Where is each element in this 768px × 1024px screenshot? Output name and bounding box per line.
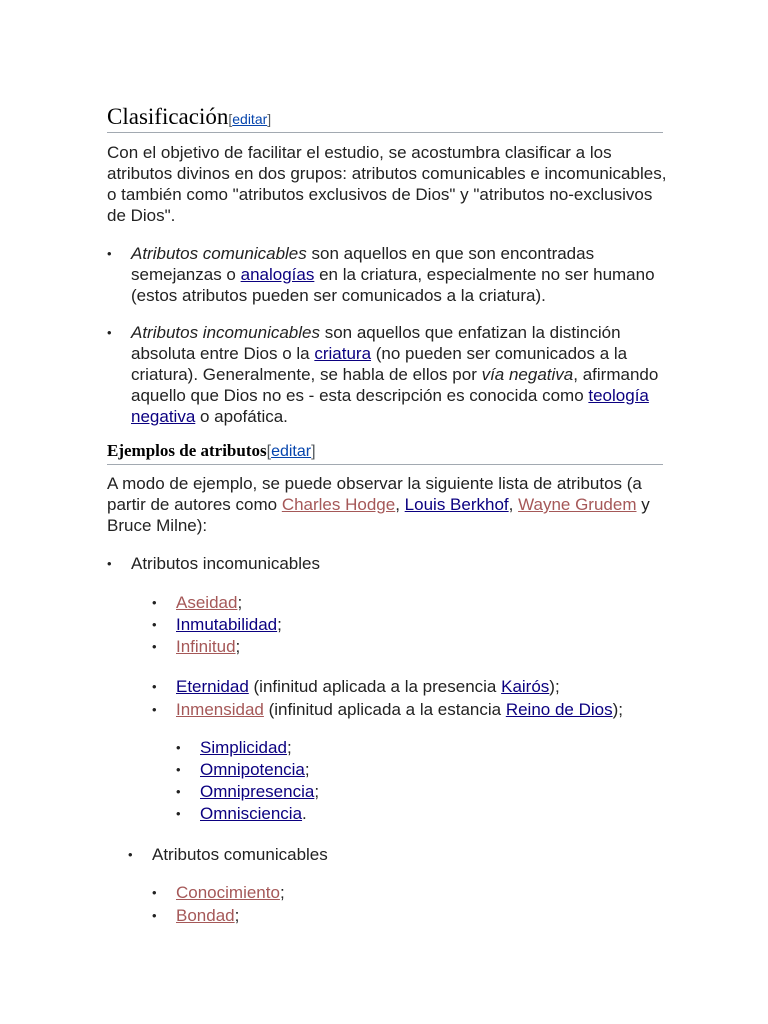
link-aseidad[interactable]: Aseidad (176, 593, 238, 612)
text: en la criatura, especialmente no ser humano (estos atributos pueden ser comunicados a la criatura). (131, 265, 655, 305)
link-inmensidad[interactable]: Inmensidad (176, 700, 264, 719)
text: . (302, 804, 307, 823)
examples-intro (107, 473, 667, 536)
list-item (176, 614, 282, 635)
text: , (395, 495, 405, 514)
link-infinitud[interactable]: Infinitud (176, 637, 236, 656)
text: ; (314, 782, 320, 801)
text: ; (234, 906, 240, 925)
link-simplicidad[interactable]: Simplicidad (200, 738, 287, 757)
list-item (176, 699, 623, 720)
text: o apofática. (195, 407, 288, 426)
attribute-list-group3 (200, 737, 319, 824)
list-item-incomunicables (131, 322, 667, 427)
text: ; (235, 637, 241, 656)
link-teologia-negativa[interactable]: teología negativa (131, 386, 649, 426)
text: ); (612, 700, 623, 719)
classification-intro: Con el objetivo de facilitar el estudio, se acostumbra clasificar a los atributos divinos en dos grupos: atributos comunicables e incomunicables, o también como "atributos exclusivos de Dios" y "atributos no-exclusivos de Dios". (107, 143, 667, 225)
edit-link[interactable]: editar (271, 443, 312, 460)
link-wayne-grudem[interactable]: Wayne Grudem (518, 495, 637, 514)
attribute-list-group4 (176, 882, 285, 926)
text: son aquellos en que son encontradas semejanzas o (131, 244, 595, 284)
link-omnipotencia[interactable]: Omnipotencia (200, 760, 305, 779)
text: ); (549, 677, 560, 696)
link-charles-hodge[interactable]: Charles Hodge (281, 495, 396, 514)
term-incomunicables: Atributos incomunicables (131, 323, 320, 342)
via-negativa: vía negativa (481, 365, 574, 384)
list-item (176, 882, 285, 903)
link-conocimiento[interactable]: Conocimiento (176, 883, 280, 902)
communicable-list (152, 844, 328, 865)
classification-list (131, 243, 667, 427)
list-item (176, 905, 285, 926)
link-louis-berkhof[interactable]: Louis Berkhof (404, 495, 509, 514)
text: (infinitud aplicada a la estancia (263, 700, 506, 719)
edit-link[interactable]: editar (232, 111, 268, 127)
text: y Bruce Milne): (107, 495, 650, 535)
text: (infinitud aplicada a la presencia (248, 677, 502, 696)
term-comunicables: Atributos comunicables (131, 244, 307, 263)
link-bondad[interactable]: Bondad (176, 906, 235, 925)
text: ; (286, 738, 292, 757)
text: ; (304, 760, 310, 779)
text: son aquellos que enfatizan la distinción absoluta entre Dios o la (131, 323, 621, 363)
list-item (200, 737, 319, 758)
section-heading-examples (107, 441, 663, 465)
text: , (508, 495, 519, 514)
text: ; (237, 593, 243, 612)
section-title: Clasificación (107, 104, 229, 129)
link-analogias[interactable]: analogías (240, 265, 315, 284)
list-item (176, 676, 623, 697)
link-kairos[interactable]: Kairós (501, 677, 550, 696)
list-item (176, 636, 282, 657)
text: ; (277, 615, 282, 634)
list-item (200, 759, 319, 780)
list-item-communicable-label: • Atributos comunicables (152, 844, 328, 865)
link-omnisciencia[interactable]: Omnisciencia (200, 804, 303, 823)
edit-section-link: [editar] (266, 443, 316, 460)
text: (no pueden ser comunicados a la criatura). Generalmente, se habla de ellos por (131, 344, 628, 384)
list-item (200, 781, 319, 802)
list-item-comunicables (131, 243, 667, 306)
incommunicable-list (131, 553, 320, 574)
link-inmutabilidad[interactable]: Inmutabilidad (176, 615, 278, 634)
attribute-list-group1 (176, 592, 282, 657)
edit-section-link: [editar] (228, 111, 272, 127)
link-criatura[interactable]: criatura (314, 344, 372, 363)
link-eternidad[interactable]: Eternidad (176, 677, 249, 696)
section-heading-classification (107, 104, 663, 133)
list-item (200, 803, 319, 824)
list-item (176, 592, 282, 613)
text: ; (279, 883, 285, 902)
text: , afirmando aquello que Dios no es - esta descripción es conocida como (131, 365, 659, 405)
link-omnipresencia[interactable]: Omnipresencia (200, 782, 315, 801)
list-item-incommunicable-label: • Atributos incomunicables (131, 553, 320, 574)
attribute-list-group2 (176, 676, 623, 720)
subsection-title: Ejemplos de atributos (107, 441, 267, 460)
text: A modo de ejemplo, se puede observar la siguiente lista de atributos (a partir de autores como (107, 474, 642, 514)
link-reino-de-dios[interactable]: Reino de Dios (505, 700, 613, 719)
